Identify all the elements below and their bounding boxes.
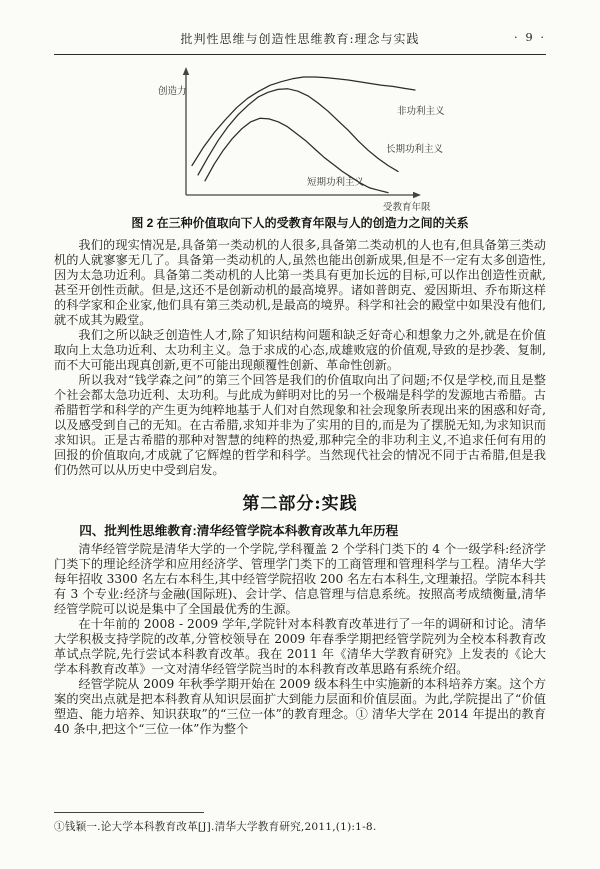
paragraph: 所以我对“钱学森之问”的第三个回答是我们的价值取向出了问题;不仅是学校,而且是整个社会都太急功近利、太功利。与此成为鲜明对比的另一个极端是科学的发源地古希腊。古希腊哲学和科学的产生更为纯粹地基于人们对自然现象和社会现象所表现出来的困惑和好奇,以及感受到自己的无知。在古希腊,求知并非为了实用的目的,而是为了摆脱无知,为求知识而求知识。正是古希腊的那种对智慧的纯粹的热爱,那种完全的非功利主义,不追求任何有用的回报的价值取向,才成就了它辉煌的哲学和科学。当然现代社会的情况不同于古希腊,但是我们仍然可以从历史中受到启发。 <box>54 373 546 477</box>
paragraph: 我们的现实情况是,具备第一类动机的人很多,具备第二类动机的人也有,但具备第三类动机的人就寥寥无几了。具备第一类动机的人,虽然也能出创新成果,但是不一定有太多创造性,因为太急功近利。具备第二类动机的人比第一类具有更加长远的目标,可以作出创造性贡献,甚至开创性贡献。但是,这还不是创新动机的最高境界。诸如普朗克、爱因斯坦、乔布斯这样的科学家和企业家,他们具有第三类动机,是最高的境界。科学和社会的殿堂中如果没有他们,就不成其为殿堂。 <box>54 238 546 327</box>
y-axis-label: 创造力 <box>158 86 187 97</box>
figure-2 <box>54 63 546 231</box>
paragraph: 清华经管学院是清华大学的一个学院,学科覆盖 2 个学科门类下的 4 个一级学科:经济学门类下的理论经济学和应用经济学、管理学门类下的工商管理和管理科学与工程。清华大学每年招收 3300 名左右本科生,其中经管学院招收 200 名左右本科生,文理兼招。学院本科共有 3 个专业:经济与金融(国际班)、会计学、信息管理与信息系统。按照高考成绩衡量,清华经管学院可以说是集中了全国最优秀的生源。 <box>54 542 546 616</box>
running-head-title: 批判性思维与创造性思维教育:理念与实践 <box>180 32 420 46</box>
label-long-term-utilitarian: 长期功利主义 <box>386 144 444 155</box>
page-header <box>54 0 546 55</box>
paragraph: 经管学院从 2009 年秋季学期开始在 2009 级本科生中实施新的本科培养方案。这个方案的突出点就是把本科教育从知识层面扩大到能力层面和价值层面。为此,学院提出了“价值塑造、能力培养、知识获取”的“三位一体”的教育理念。① 清华大学在 2014 年提出的教育 40 条中,把这个“三位一体”作为整个 <box>54 677 546 736</box>
footnote-block <box>54 812 546 834</box>
body-part1 <box>54 238 546 478</box>
paragraph: 在十年前的 2008 - 2009 学年,学院针对本科教育改革进行了一年的调研和讨论。清华大学积极支持学院的改革,分管校领导在 2009 年春季学期把经管学院列为全校本科教育改革试点学院,先行尝试本科教育改革。我在 2011 年《清华大学教育研究》上发表的《论大学本科教育改革》一文对清华经管学院当时的本科教育改革思路有系统介绍。 <box>54 617 546 676</box>
footnote-text: ①钱颖一.论大学本科教育改革[J].清华大学教育研究,2011,(1):1-8. <box>54 821 377 833</box>
figure-caption: 图 2 在三种价值取向下人的受教育年限与人的创造力之间的关系 <box>131 216 469 230</box>
curve-long-term-utilitarian <box>198 89 398 175</box>
label-non-utilitarian: 非功利主义 <box>397 106 445 117</box>
footnote-divider <box>54 812 204 813</box>
page-number: · 9 · <box>514 30 546 44</box>
body-part2 <box>54 542 546 737</box>
part2-heading: 第二部分:实践 <box>242 494 358 514</box>
section4-heading: 四、批判性思维教育:清华经管学院本科教育改革九年历程 <box>79 524 399 538</box>
x-axis-label: 受教育年限 <box>383 202 431 211</box>
curve-non-utilitarian <box>192 77 415 166</box>
x-axis-arrow-icon <box>413 192 421 198</box>
paragraph: 我们之所以缺乏创造性人才,除了知识结构问题和缺乏好奇心和想象力之外,就是在价值取向上太急功近利、太功利主义。急于求成的心态,成雄败寇的价值观,导致的是抄袭、复制,而不大可能出现真创新,更不可能出现颠覆性创新、革命性创新。 <box>54 328 546 372</box>
y-axis-arrow-icon <box>183 67 189 75</box>
creativity-education-chart <box>155 63 465 211</box>
label-short-term-utilitarian: 短期功利主义 <box>307 177 365 188</box>
